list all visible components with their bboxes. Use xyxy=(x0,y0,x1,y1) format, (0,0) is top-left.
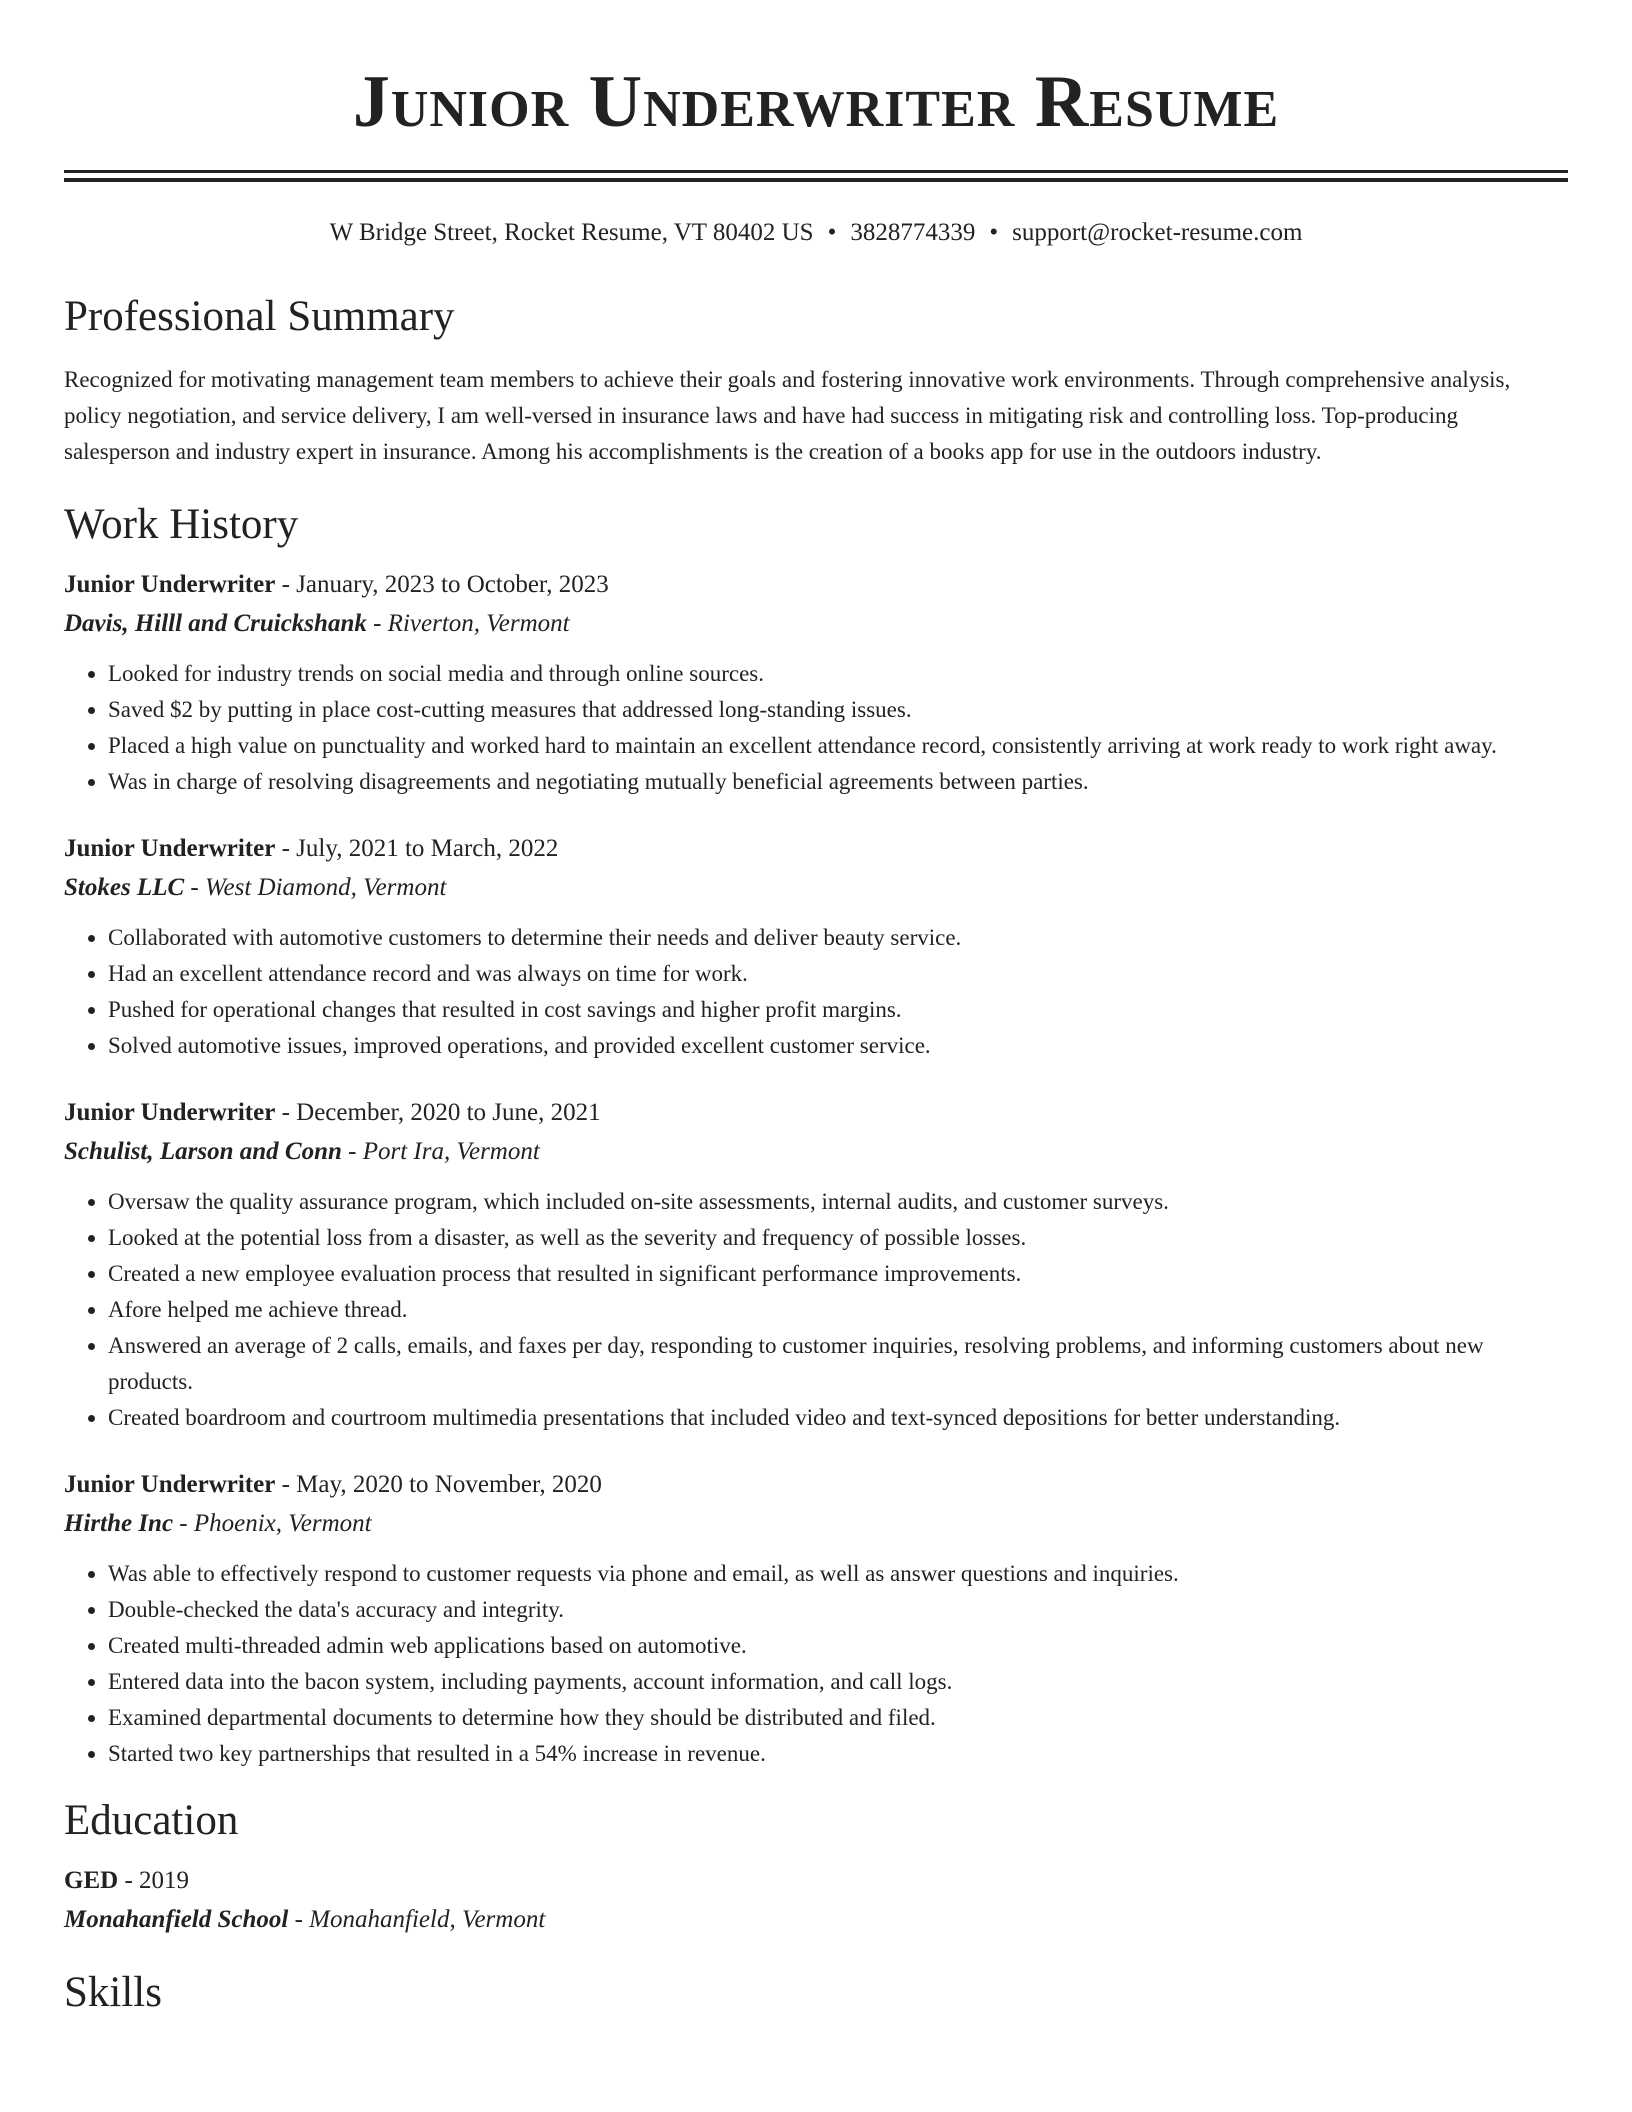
job-location: - West Diamond, Vermont xyxy=(184,874,447,901)
job-bullet: • Answered an average of 2 calls, emails, and faxes per day, responding to customer inquiries, resolving problems, and informing customers about new products. xyxy=(108,1328,1568,1400)
job-bullet: • Saved $2 by putting in place cost-cutting measures that addressed long-standing issues. xyxy=(108,692,1568,728)
job-title: Junior Underwriter xyxy=(64,1099,276,1126)
job-bullet: • Was in charge of resolving disagreements and negotiating mutually beneficial agreements between parties. xyxy=(108,764,1568,800)
summary-heading: Professional Summary xyxy=(64,293,455,340)
education-year: - 2019 xyxy=(118,1867,190,1894)
job-location: - Port Ira, Vermont xyxy=(341,1138,540,1165)
job-bullet: • Was able to effectively respond to customer requests via phone and email, as well as answer questions and inquiries. xyxy=(108,1556,1568,1592)
job-entry xyxy=(64,1094,1568,1436)
job-bullet: • Examined departmental documents to determine how they should be distributed and filed. xyxy=(108,1700,1568,1736)
education-entry xyxy=(64,1862,1568,1940)
job-company: Hirthe Inc xyxy=(64,1510,174,1537)
title-rule-bottom xyxy=(64,178,1568,182)
job-bullet: • Solved automotive issues, improved operations, and provided excellent customer service. xyxy=(108,1028,1568,1064)
job-location: - Phoenix, Vermont xyxy=(173,1510,372,1537)
job-dates: - May, 2020 to November, 2020 xyxy=(275,1471,602,1498)
job-dates: - January, 2023 to October, 2023 xyxy=(275,571,609,598)
job-bullet: • Placed a high value on punctuality and worked hard to maintain an excellent attendance record, consistently arriving at work ready to work right away. xyxy=(108,728,1568,764)
job-entry xyxy=(64,566,1568,800)
education-location: - Monahanfield, Vermont xyxy=(288,1906,546,1933)
job-dates: - December, 2020 to June, 2021 xyxy=(275,1099,601,1126)
job-bullet: • Entered data into the bacon system, including payments, account information, and call logs. xyxy=(108,1664,1568,1700)
summary-text: Recognized for motivating management team members to achieve their goals and fostering innovative work environments. Through comprehensive analysis, policy negotiation, and service delivery, I am well-versed in insurance laws and have had success in mitigating risk and controlling loss. Top-producing salesperson and industry expert in insurance. Among his accomplishments is the creation of a books app for use in the outdoors industry. xyxy=(64,367,1511,464)
job-bullet: • Oversaw the quality assurance program, which included on-site assessments, internal audits, and customer surveys. xyxy=(108,1184,1568,1220)
job-dates: - July, 2021 to March, 2022 xyxy=(275,835,559,862)
job-bullet: • Looked for industry trends on social media and through online sources. xyxy=(108,656,1568,692)
contact-phone: 3828774339 xyxy=(850,219,976,246)
job-bullet: • Created a new employee evaluation process that resulted in significant performance improvements. xyxy=(108,1256,1568,1292)
contact-line xyxy=(64,218,1568,248)
skills-heading: Skills xyxy=(64,1969,162,2016)
job-bullet: • Had an excellent attendance record and was always on time for work. xyxy=(108,956,1568,992)
job-location: - Riverton, Vermont xyxy=(366,610,570,637)
job-company: Schulist, Larson and Conn xyxy=(64,1138,342,1165)
education-heading: Education xyxy=(64,1797,239,1844)
job-title: Junior Underwriter xyxy=(64,571,276,598)
job-bullet: • Created boardroom and courtroom multimedia presentations that included video and text-synced depositions for better understanding. xyxy=(108,1400,1568,1436)
contact-separator: • xyxy=(827,219,837,246)
contact-email[interactable]: support@rocket-resume.com xyxy=(1012,219,1303,246)
job-bullet: • Pushed for operational changes that resulted in cost savings and higher profit margins. xyxy=(108,992,1568,1028)
job-company: Stokes LLC xyxy=(64,874,185,901)
job-entry xyxy=(64,1466,1568,1772)
job-bullets xyxy=(64,920,1568,1064)
resume-title: Junior Underwriter Resume xyxy=(352,61,1280,143)
job-entry xyxy=(64,830,1568,1064)
work-history-heading: Work History xyxy=(64,501,299,548)
job-bullet: • Created multi-threaded admin web applications based on automotive. xyxy=(108,1628,1568,1664)
contact-address: W Bridge Street, Rocket Resume, VT 80402 US xyxy=(329,219,814,246)
job-bullets xyxy=(64,656,1568,800)
job-bullets xyxy=(64,1184,1568,1436)
education-degree: GED xyxy=(64,1867,119,1894)
job-company: Davis, Hilll and Cruickshank xyxy=(64,610,367,637)
education-school: Monahanfield School xyxy=(64,1906,289,1933)
job-bullet: • Collaborated with automotive customers to determine their needs and deliver beauty service. xyxy=(108,920,1568,956)
job-title: Junior Underwriter xyxy=(64,1471,276,1498)
job-bullet: • Looked at the potential loss from a disaster, as well as the severity and frequency of possible losses. xyxy=(108,1220,1568,1256)
job-bullet: • Double-checked the data's accuracy and integrity. xyxy=(108,1592,1568,1628)
title-rule-top xyxy=(64,170,1568,173)
job-bullets xyxy=(64,1556,1568,1772)
job-bullet: • Started two key partnerships that resulted in a 54% increase in revenue. xyxy=(108,1736,1568,1772)
job-title: Junior Underwriter xyxy=(64,835,276,862)
contact-separator: • xyxy=(989,219,999,246)
job-bullet: • Afore helped me achieve thread. xyxy=(108,1292,1568,1328)
